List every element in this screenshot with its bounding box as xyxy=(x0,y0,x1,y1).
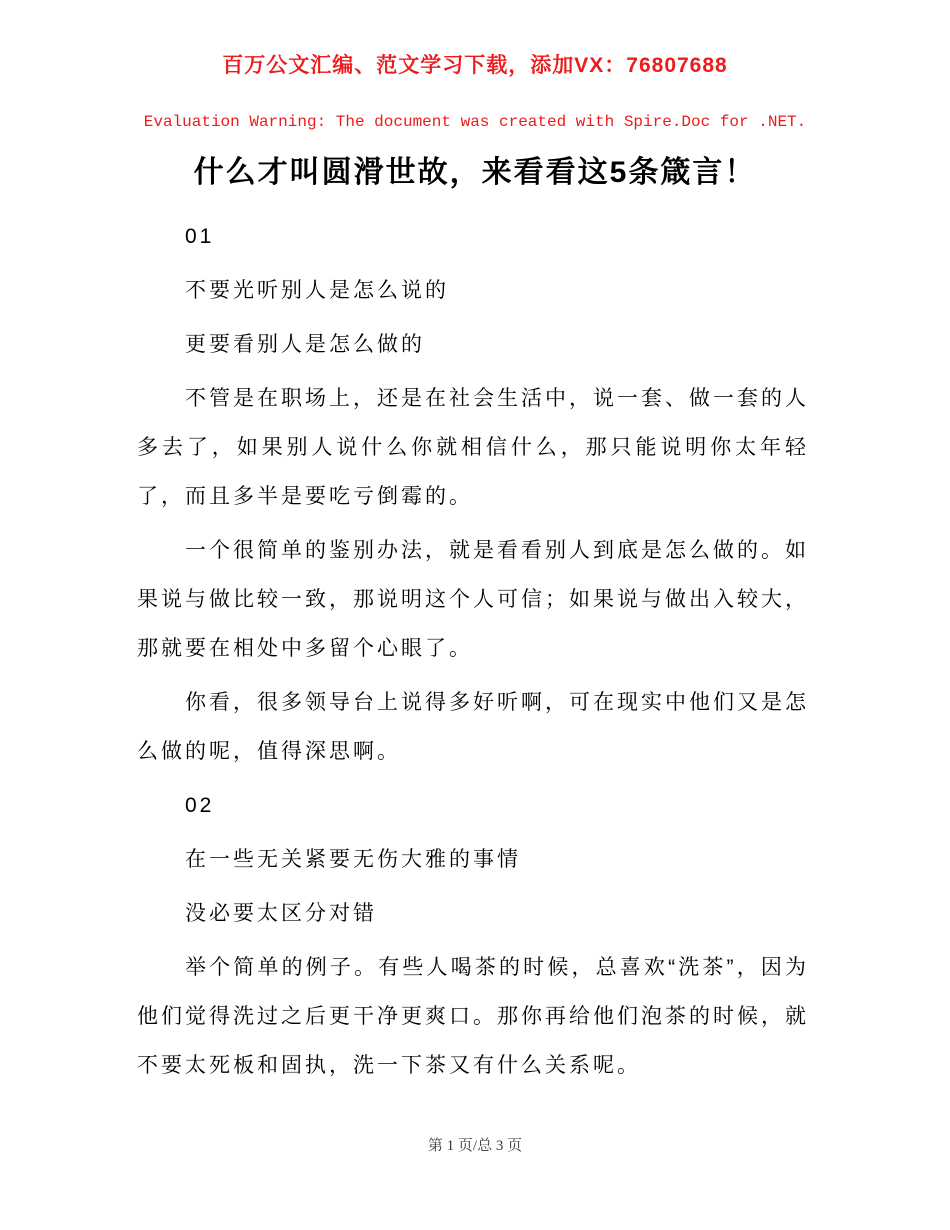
section-01-heading-line: 不要光听别人是怎么说的 xyxy=(185,279,449,302)
section-number-02: 02 xyxy=(185,794,215,817)
section-number-01: 01 xyxy=(185,225,215,248)
document-title: 什么才叫圆滑世故，来看看这5条箴言！ xyxy=(193,156,757,189)
paragraph: 一个很简单的鉴别办法，就是看看别人到底是怎么做的。如果说与做比较一致，那说明这个人可信；如果说与做出入较大，那就要在相处中多留个心眼了。 xyxy=(137,539,809,660)
paragraph: 不管是在职场上，还是在社会生活中，说一套、做一套的人多去了，如果别人说什么你就相信什么，那只能说明你太年轻了，而且多半是要吃亏倒霉的。 xyxy=(137,387,809,508)
promo-banner: 百万公文汇编、范文学习下载，添加VX：76807688 xyxy=(222,54,728,77)
document-body xyxy=(137,212,809,1095)
paragraph: 你看，很多领导台上说得多好听啊，可在现实中他们又是怎么做的呢，值得深思啊。 xyxy=(137,691,809,763)
evaluation-warning: Evaluation Warning: The document was created with Spire.Doc for .NET. xyxy=(143,113,807,131)
page-number: 第 1 页/总 3 页 xyxy=(427,1138,523,1154)
section-02-heading-line: 没必要太区分对错 xyxy=(185,902,377,925)
paragraph: 举个简单的例子。有些人喝茶的时候，总喜欢“洗茶”，因为他们觉得洗过之后更干净更爽口。那你再给他们泡茶的时候，就不要太死板和固执，洗一下茶又有什么关系呢。 xyxy=(137,956,809,1077)
page-footer xyxy=(0,1136,950,1156)
section-02-heading-line: 在一些无关紧要无伤大雅的事情 xyxy=(185,848,521,871)
section-01-heading-line: 更要看别人是怎么做的 xyxy=(185,333,425,356)
